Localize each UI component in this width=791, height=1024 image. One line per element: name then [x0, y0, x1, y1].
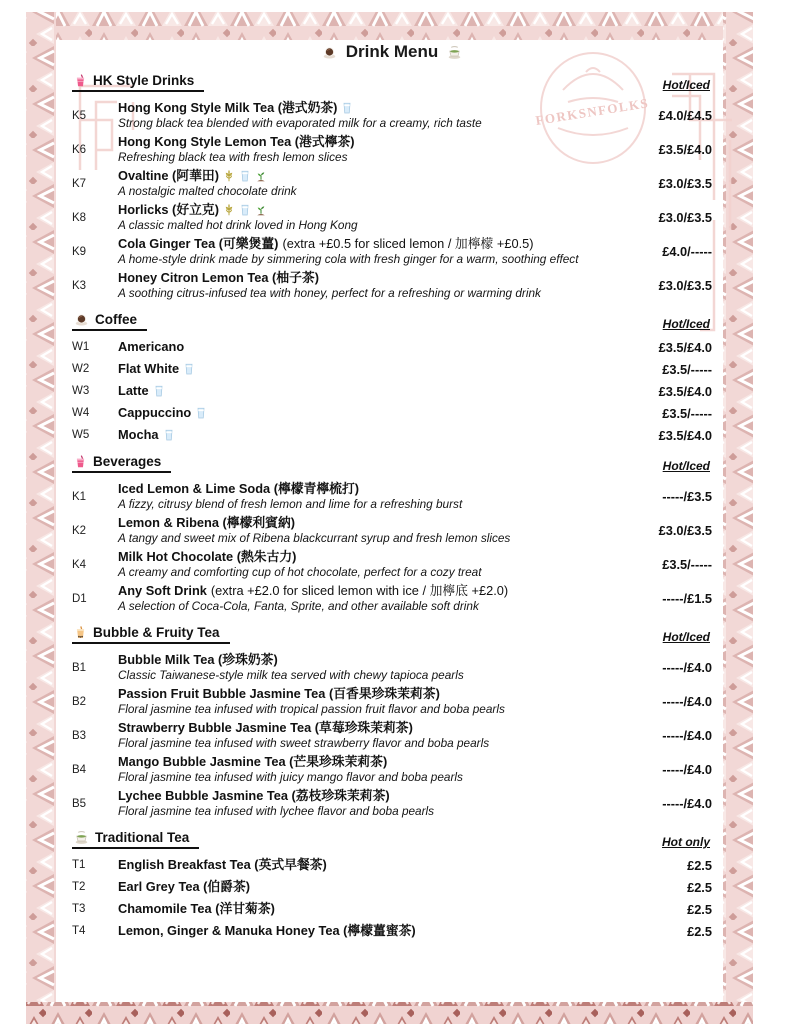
- item-main: [118, 100, 617, 131]
- item-main: [118, 168, 617, 199]
- menu-item-K2: [72, 515, 712, 546]
- item-name: Iced Lemon & Lime Soda (檸檬青檸梳打): [118, 481, 360, 496]
- item-code: D1: [72, 592, 87, 605]
- menu-item-K9: [72, 236, 712, 267]
- item-main: [118, 405, 617, 421]
- menu-item-T2: [72, 879, 712, 895]
- item-code: W2: [72, 363, 90, 375]
- item-description: A nostalgic malted chocolate drink: [118, 184, 297, 198]
- item-main: [118, 652, 617, 683]
- milk-glass-icon: [183, 362, 195, 376]
- item-main: [118, 515, 617, 546]
- menu-item-B2: [72, 686, 712, 717]
- menu-item-T4: [72, 923, 712, 939]
- item-name: Strawberry Bubble Jasmine Tea (草莓珍珠茉莉茶): [118, 720, 413, 735]
- item-main: [118, 427, 617, 443]
- price-column-header: Hot/Iced: [662, 78, 710, 92]
- item-main: [118, 202, 617, 233]
- item-code: K7: [72, 177, 87, 190]
- section-header-beverages: [72, 454, 712, 473]
- item-description: A selection of Coca-Cola, Fanta, Sprite, and other available soft drink: [118, 599, 479, 613]
- item-name: Bubble Milk Tea (珍珠奶茶): [118, 652, 278, 667]
- section-label: Bubble & Fruity Tea: [93, 625, 220, 640]
- menu-item-K6: [72, 134, 712, 165]
- item-description: A fizzy, citrusy blend of fresh lemon and lime for a refreshing burst: [118, 497, 463, 511]
- menu-sections: [72, 73, 712, 939]
- item-price: £2.5: [687, 857, 712, 873]
- item-name: Flat White: [118, 361, 617, 377]
- item-name: Mocha: [118, 427, 617, 443]
- item-main: [118, 583, 617, 614]
- item-price: £3.5/£4.0: [658, 142, 712, 157]
- item-price: £2.5: [687, 923, 712, 939]
- menu-item-B5: [72, 788, 712, 819]
- section-header-hk-style-drinks: [72, 73, 712, 92]
- menu-item-W3: [72, 383, 712, 399]
- item-name: Ovaltine (阿華田): [118, 168, 617, 184]
- item-code: T1: [72, 859, 86, 871]
- item-name: Lychee Bubble Jasmine Tea (荔枝珍珠茉莉茶): [118, 788, 390, 803]
- item-code: W4: [72, 407, 90, 419]
- seedling-icon: [255, 169, 267, 183]
- section-header-coffee: [72, 312, 712, 331]
- item-description: A soothing citrus-infused tea with honey, perfect for a refreshing or warming drink: [118, 286, 541, 300]
- section-header-bubble-fruity-tea: [72, 625, 712, 644]
- item-main: [118, 901, 617, 917]
- item-code: B5: [72, 797, 87, 810]
- item-code: B2: [72, 695, 87, 708]
- item-name: English Breakfast Tea (英式早餐茶): [118, 857, 327, 872]
- item-note: (extra +£2.0 for sliced lemon with ice / 加檸底 +£2.0): [210, 583, 509, 598]
- item-main: [118, 686, 617, 717]
- item-main: [118, 720, 617, 751]
- menu-item-T3: [72, 901, 712, 917]
- item-description: Floral jasmine tea infused with sweet strawberry flavor and boba pearls: [118, 736, 490, 750]
- milk-glass-icon: [153, 384, 165, 398]
- price-column-header: Hot/Iced: [662, 317, 710, 331]
- item-description: Strong black tea blended with evaporated milk for a creamy, rich taste: [118, 116, 482, 130]
- item-code: K8: [72, 211, 87, 224]
- item-main: [118, 339, 617, 355]
- coffee-icon: [322, 45, 337, 60]
- price-column-header: Hot/Iced: [662, 459, 710, 473]
- item-code: T3: [72, 903, 86, 915]
- item-main: [118, 857, 617, 873]
- item-name: Hong Kong Style Lemon Tea (港式檸茶): [118, 134, 355, 149]
- teacup-icon: [447, 45, 462, 60]
- item-price: £4.0/-----: [662, 244, 712, 259]
- item-code: B3: [72, 729, 87, 742]
- item-code: K1: [72, 490, 87, 503]
- item-main: [118, 134, 617, 165]
- item-main: [118, 879, 617, 895]
- item-description: Classic Taiwanese-style milk tea served with chewy tapioca pearls: [118, 668, 464, 682]
- item-description: Floral jasmine tea infused with juicy mango flavor and boba pearls: [118, 770, 463, 784]
- coffee-icon: [74, 312, 89, 327]
- milk-glass-icon: [195, 406, 207, 420]
- item-name: Cappuccino: [118, 405, 617, 421]
- item-price: -----/£4.0: [662, 660, 712, 675]
- section-title-traditional-tea: [72, 830, 199, 849]
- item-price: -----/£4.0: [662, 728, 712, 743]
- item-price: -----/£3.5: [662, 489, 712, 504]
- item-code: B1: [72, 661, 87, 674]
- menu-item-B1: [72, 652, 712, 683]
- section-title-bubble-fruity-tea: [72, 625, 230, 644]
- item-price: £2.5: [687, 879, 712, 895]
- menu-item-K4: [72, 549, 712, 580]
- item-price: £3.5/-----: [662, 405, 712, 421]
- section-label: Beverages: [93, 454, 162, 469]
- item-name: Latte: [118, 383, 617, 399]
- item-code: K3: [72, 279, 87, 292]
- item-main: [118, 923, 617, 939]
- seedling-icon: [255, 203, 267, 217]
- milk-glass-icon: [341, 101, 353, 115]
- item-main: [118, 383, 617, 399]
- item-name: Chamomile Tea (洋甘菊茶): [118, 901, 275, 916]
- item-note: (extra +£0.5 for sliced lemon / 加檸檬 +£0.5): [282, 236, 534, 251]
- milk-glass-icon: [239, 203, 251, 217]
- item-name: Any Soft Drink (extra +£2.0 for sliced lemon with ice / 加檸底 +£2.0): [118, 583, 509, 598]
- item-description: A tangy and sweet mix of Ribena blackcurrant syrup and fresh lemon slices: [118, 531, 511, 545]
- item-main: [118, 481, 617, 512]
- menu-item-K8: [72, 202, 712, 233]
- menu-item-W5: [72, 427, 712, 443]
- item-price: £4.0/£4.5: [658, 108, 712, 123]
- page-title: [72, 42, 712, 62]
- item-description: A home-style drink made by simmering cola with fresh ginger for a warm, soothing effect: [118, 252, 579, 266]
- teacup-icon: [74, 830, 89, 845]
- menu-content: [72, 42, 712, 945]
- item-main: [118, 549, 617, 580]
- wheat-icon: [223, 203, 235, 217]
- item-name: Cola Ginger Tea (可樂煲薑) (extra +£0.5 for sliced lemon / 加檸檬 +£0.5): [118, 236, 534, 251]
- menu-item-K5: [72, 100, 712, 131]
- item-main: [118, 788, 617, 819]
- menu-item-B4: [72, 754, 712, 785]
- item-code: K4: [72, 558, 87, 571]
- item-description: A classic malted hot drink loved in Hong Kong: [118, 218, 358, 232]
- section-title-coffee: [72, 312, 147, 331]
- item-code: W1: [72, 341, 90, 353]
- item-price: £3.0/£3.5: [658, 523, 712, 538]
- milk-glass-icon: [163, 428, 175, 442]
- item-price: -----/£4.0: [662, 762, 712, 777]
- item-name: Americano: [118, 339, 185, 354]
- menu-item-W1: [72, 339, 712, 355]
- item-main: [118, 754, 617, 785]
- item-name: Earl Grey Tea (伯爵茶): [118, 879, 251, 894]
- item-name: Lemon & Ribena (檸檬利賓納): [118, 515, 296, 530]
- menu-item-T1: [72, 857, 712, 873]
- menu-item-D1: [72, 583, 712, 614]
- menu-item-K7: [72, 168, 712, 199]
- item-code: K6: [72, 143, 87, 156]
- section-header-traditional-tea: [72, 830, 712, 849]
- section-label: Traditional Tea: [95, 830, 190, 845]
- item-price: £3.0/£3.5: [658, 278, 712, 293]
- item-code: K9: [72, 245, 87, 258]
- item-code: W5: [72, 429, 90, 441]
- item-price: £3.5/£4.0: [658, 383, 712, 399]
- item-name: Horlicks (好立克): [118, 202, 617, 218]
- item-code: K2: [72, 524, 87, 537]
- item-main: [118, 236, 617, 267]
- price-column-header: Hot only: [662, 835, 710, 849]
- item-name: Passion Fruit Bubble Jasmine Tea (百香果珍珠茉莉茶): [118, 686, 440, 701]
- item-price: £3.5/£4.0: [658, 427, 712, 443]
- menu-item-K1: [72, 481, 712, 512]
- item-code: K5: [72, 109, 87, 122]
- item-name: Honey Citron Lemon Tea (柚子茶): [118, 270, 319, 285]
- section-label: HK Style Drinks: [93, 73, 195, 88]
- item-price: £3.5/-----: [662, 361, 712, 377]
- milk-glass-icon: [239, 169, 251, 183]
- item-main: [118, 270, 617, 301]
- item-code: B4: [72, 763, 87, 776]
- item-price: -----/£4.0: [662, 796, 712, 811]
- item-description: Floral jasmine tea infused with lychee flavor and boba pearls: [118, 804, 435, 818]
- menu-item-B3: [72, 720, 712, 751]
- item-price: -----/£4.0: [662, 694, 712, 709]
- item-name: Mango Bubble Jasmine Tea (芒果珍珠茉莉茶): [118, 754, 388, 769]
- item-name: Lemon, Ginger & Manuka Honey Tea (檸檬薑蜜茶): [118, 923, 416, 938]
- section-label: Coffee: [95, 312, 138, 327]
- bubble-tea-icon: [74, 625, 87, 640]
- item-description: Refreshing black tea with fresh lemon slices: [118, 150, 348, 164]
- item-description: A creamy and comforting cup of hot chocolate, perfect for a cozy treat: [118, 565, 482, 579]
- drink-cup-icon: [74, 454, 87, 469]
- item-price: £3.5/£4.0: [658, 339, 712, 355]
- section-title-beverages: [72, 454, 171, 473]
- item-description: Floral jasmine tea infused with tropical passion fruit flavor and boba pearls: [118, 702, 505, 716]
- section-title-hk-style-drinks: [72, 73, 204, 92]
- item-price: £3.0/£3.5: [658, 176, 712, 191]
- item-code: T4: [72, 925, 86, 937]
- menu-item-K3: [72, 270, 712, 301]
- wheat-icon: [223, 169, 235, 183]
- drink-cup-icon: [74, 73, 87, 88]
- menu-item-W2: [72, 361, 712, 377]
- item-price: -----/£1.5: [662, 591, 712, 606]
- item-name: Hong Kong Style Milk Tea (港式奶茶): [118, 100, 617, 116]
- item-price: £3.0/£3.5: [658, 210, 712, 225]
- item-main: [118, 361, 617, 377]
- item-code: W3: [72, 385, 90, 397]
- item-price: £3.5/-----: [662, 557, 712, 572]
- page-title-text: Drink Menu: [345, 42, 439, 61]
- item-price: £2.5: [687, 901, 712, 917]
- menu-item-W4: [72, 405, 712, 421]
- watermark-text: FORKSNFOLKS: [534, 95, 651, 128]
- item-code: T2: [72, 881, 86, 893]
- item-name: Milk Hot Chocolate (熱朱古力): [118, 549, 297, 564]
- price-column-header: Hot/Iced: [662, 630, 710, 644]
